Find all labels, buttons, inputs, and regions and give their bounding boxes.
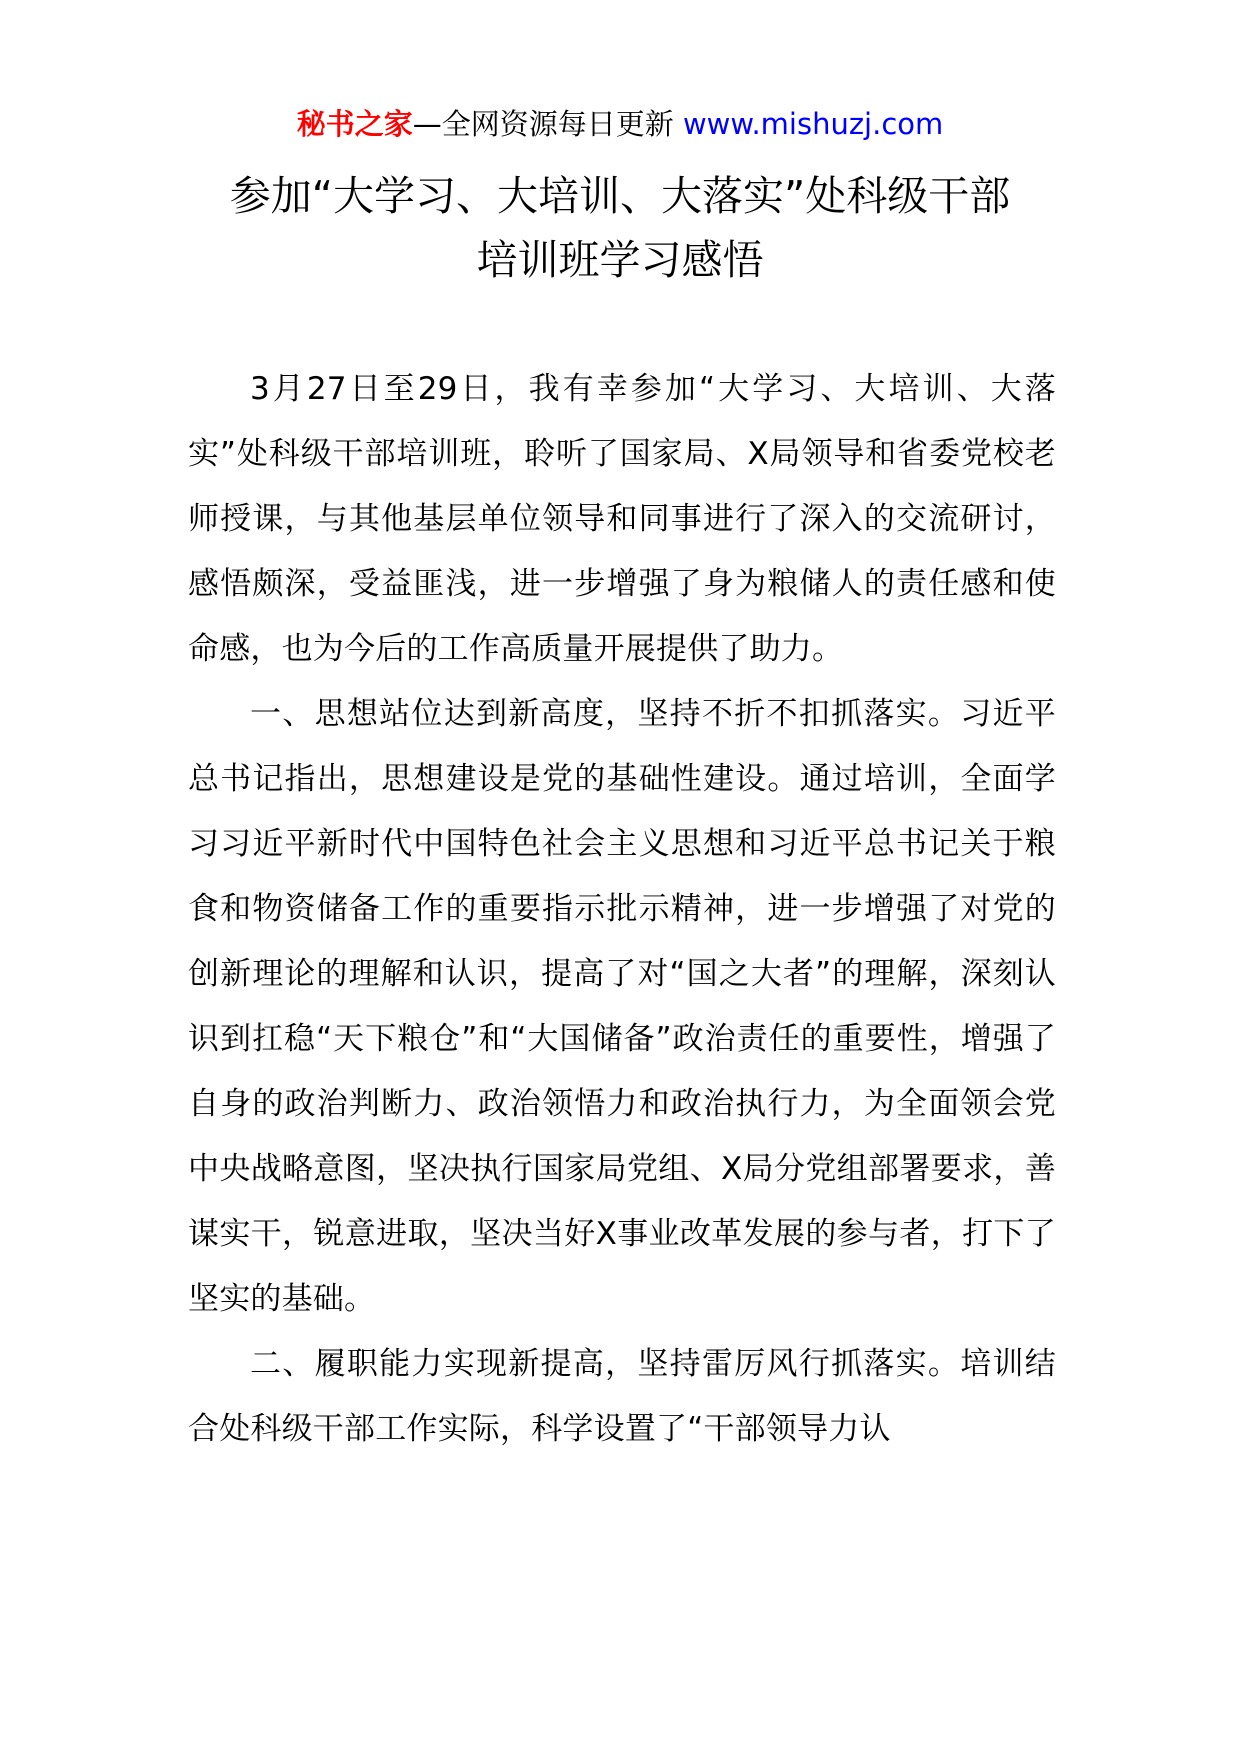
header-banner — [0, 104, 1240, 144]
document-title-line-2: 培训班学习感悟 — [476, 236, 764, 284]
paragraph-intro — [188, 357, 1056, 682]
paragraph-section-2 — [188, 1332, 1056, 1462]
section-2-heading: 二、履职能力实现新提高，坚持雷厉风行抓落实。 — [250, 1346, 961, 1382]
site-tagline: —全网资源每日更新 — [412, 107, 683, 141]
document-body — [188, 357, 1056, 1462]
section-1-heading: 一、思想站位达到新高度，坚持不折不扣抓落实。 — [250, 696, 961, 732]
paragraph-text: 培训结合处科级干部工作实际，科学设置了“干部领导力认 — [188, 1346, 1056, 1447]
document-title-line-1: 参加“大学习、大培训、大落实”处科级干部 — [229, 172, 1011, 220]
site-name: 秘书之家 — [296, 107, 413, 141]
site-url-link[interactable]: www.mishuzj.com — [682, 107, 944, 141]
paragraph-text: 3月27日至29日，我有幸参加“大学习、大培训、大落实”处科级干部培训班，聆听了国家局、X局领导和省委党校老师授课，与其他基层单位领导和同事进行了深入的交流研讨，感悟颇深，受益匪浅，进一步增强了身为粮储人的责任感和使命感，也为今后的工作高质量开展提供了助力。 — [188, 371, 1056, 667]
paragraph-section-1 — [188, 682, 1056, 1332]
document-title — [0, 164, 1240, 292]
paragraph-text: 习近平总书记指出，思想建设是党的基础性建设。通过培训，全面学习习近平新时代中国特色社会主义思想和习近平总书记关于粮食和物资储备工作的重要指示批示精神，进一步增强了对党的创新理论的理解和认识，提高了对“国之大者”的理解，深刻认识到扛稳“天下粮仓”和“大国储备”政治责任的重要性，增强了自身的政治判断力、政治领悟力和政治执行力，为全面领会党中央战略意图，坚决执行国家局党组、X局分党组部署要求，善谋实干，锐意进取，坚决当好X事业改革发展的参与者，打下了坚实的基础。 — [188, 696, 1056, 1317]
